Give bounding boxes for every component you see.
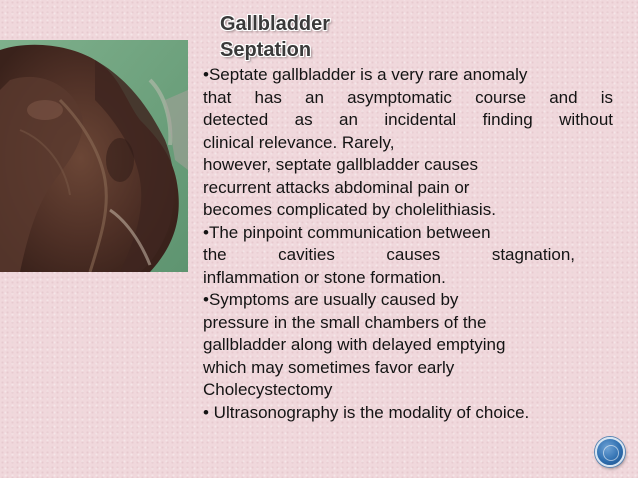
body-line: which may sometimes favor early — [203, 357, 455, 377]
body-line: detected as an incidental finding without — [203, 110, 613, 129]
body-line: Cholecystectomy — [203, 380, 333, 399]
gallbladder-specimen-icon — [0, 40, 188, 272]
slide-title — [220, 11, 420, 63]
slide-title-line: Gallbladder — [220, 13, 331, 35]
circle-nav-button[interactable] — [595, 437, 625, 467]
body-line: recurrent attacks abdominal pain or — [203, 177, 470, 197]
body-line: inflammation or stone formation. — [203, 267, 446, 287]
body-line: however, septate gallbladder causes — [203, 155, 479, 174]
gallbladder-specimen-image — [0, 40, 188, 272]
body-line: that has an asymptomatic course and is — [203, 87, 613, 107]
body-line: •The pinpoint communication between — [203, 222, 491, 242]
body-line: • Ultrasonography is the modality of choice. — [203, 402, 530, 422]
slide-body-text — [203, 64, 613, 424]
slide-title-line: Septation — [220, 39, 312, 61]
body-line: the cavities causes stagnation, — [203, 245, 575, 264]
body-line: gallbladder along with delayed emptying — [203, 335, 506, 354]
body-line: pressure in the small chambers of the — [203, 312, 487, 332]
body-line: clinical relevance. Rarely, — [203, 132, 395, 152]
body-line: •Septate gallbladder is a very rare anomaly — [203, 65, 528, 84]
body-line: •Symptoms are usually caused by — [203, 290, 459, 309]
body-line: becomes complicated by cholelithiasis. — [203, 200, 496, 219]
circle-nav-icon — [603, 445, 619, 461]
